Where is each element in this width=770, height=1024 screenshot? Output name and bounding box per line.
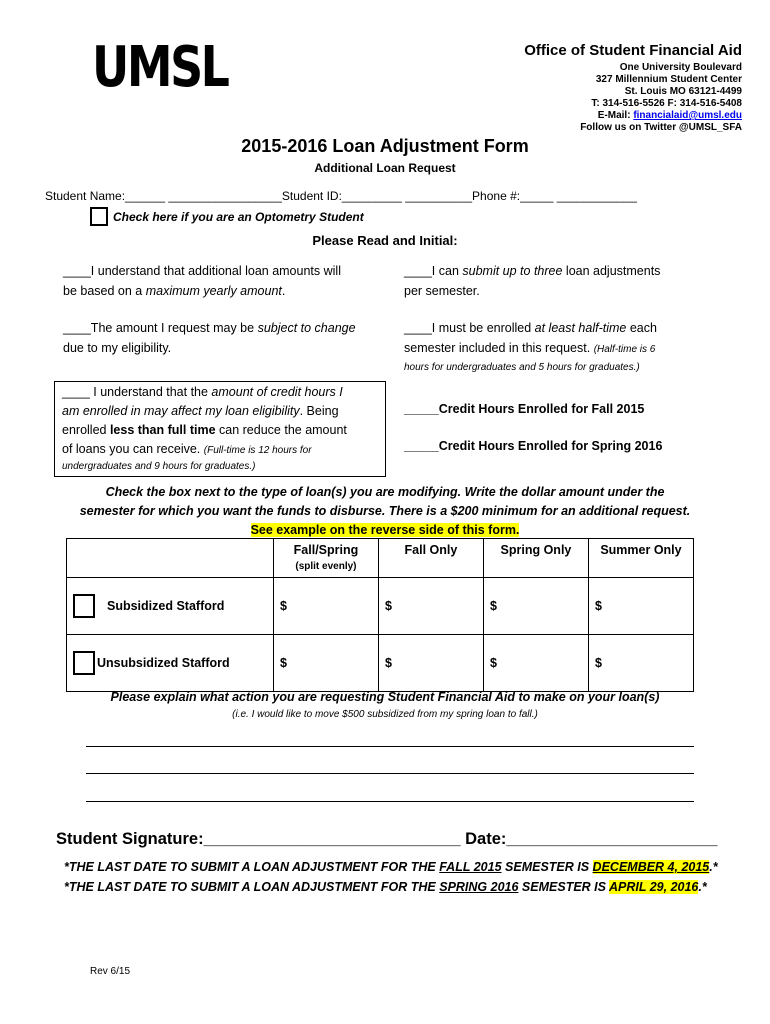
unsubsidized-spring-amount[interactable]: $ (483, 635, 588, 692)
explain-example: (i.e. I would like to move $500 subsidized from my spring loan to fall.) (232, 709, 538, 720)
para2-a: ____I can (404, 264, 463, 278)
initial-subject-to-change (63, 318, 398, 358)
initial-half-time (404, 318, 734, 376)
header-fall-only: Fall Only (378, 539, 483, 578)
unsubsidized-fall-amount[interactable]: $ (378, 635, 483, 692)
box-j: undergraduates and 9 hours for graduates.) (62, 461, 256, 472)
box-a: ____ I understand that the (62, 385, 212, 399)
deadline-fall-e: .* (709, 860, 718, 874)
email-link[interactable]: financialaid@umsl.edu (633, 110, 742, 121)
para2-d: per semester. (404, 284, 480, 298)
explain-line-2[interactable] (86, 773, 694, 774)
instructions-line-2: semester for which you want the funds to disburse. There is a $200 minimum for an additional request. (79, 504, 691, 518)
table-header-row (67, 539, 694, 578)
please-read-heading: Please Read and Initial: (312, 233, 458, 248)
phone-fax: T: 314-516-5526 F: 314-516-5408 (591, 98, 742, 109)
deadline-fall (64, 860, 718, 874)
subsidized-fall-spring-amount[interactable]: $ (273, 578, 378, 635)
deadline-spring-e: .* (698, 880, 707, 894)
form-title: 2015-2016 Loan Adjustment Form (241, 136, 529, 156)
optometry-row (90, 207, 364, 226)
initial-max-yearly (63, 261, 393, 301)
para3-c: due to my eligibility. (63, 341, 172, 355)
header-fall-spring-label: Fall/Spring (293, 543, 359, 557)
para1-c: maximum yearly amount (145, 284, 282, 298)
unsubsidized-label: Unsubsidized Stafford (97, 656, 230, 670)
box-c: am enrolled in may affect my loan eligibility (62, 404, 300, 418)
subsidized-summer-amount[interactable]: $ (588, 578, 693, 635)
deadline-fall-a: *THE LAST DATE TO SUBMIT A LOAN ADJUSTMENT FOR THE (64, 860, 440, 874)
box-i: (Full-time is 12 hours for (203, 445, 312, 456)
address-line-3: St. Louis MO 63121-4499 (624, 86, 742, 97)
address-line-1: One University Boulevard (619, 62, 742, 73)
credit-hours-spring[interactable]: _____Credit Hours Enrolled for Spring 2016 (404, 439, 663, 453)
header-split-evenly: (split evenly) (295, 561, 357, 572)
para2-c: loan adjustments (562, 264, 661, 278)
optometry-label: Check here if you are an Optometry Student (113, 209, 364, 224)
box-h: of loans you can receive. (62, 442, 204, 456)
subsidized-fall-amount[interactable]: $ (378, 578, 483, 635)
office-name: Office of Student Financial Aid (524, 42, 742, 59)
box-b: amount of credit hours I (211, 385, 343, 399)
table-row (67, 635, 694, 692)
see-example-note: See example on the reverse side of this form. (250, 523, 520, 537)
header-spring-only: Spring Only (483, 539, 588, 578)
deadline-fall-date: DECEMBER 4, 2015 (592, 860, 710, 874)
subsidized-label: Subsidized Stafford (107, 599, 225, 613)
header-empty-cell (67, 539, 274, 578)
explain-line-1[interactable] (86, 746, 694, 747)
initial-three-adjustments (404, 261, 724, 301)
credit-hours-fall[interactable]: _____Credit Hours Enrolled for Fall 2015 (404, 402, 645, 416)
deadline-fall-term: FALL 2015 (439, 860, 502, 874)
subsidized-spring-amount[interactable]: $ (483, 578, 588, 635)
deadline-spring-c: SEMESTER IS (518, 880, 609, 894)
para4-b: at least half-time (534, 321, 627, 335)
box-d: . Being (299, 404, 339, 418)
signature-date-line[interactable]: Student Signature:____________________________ Date:_______________________ (56, 830, 718, 848)
unsubsidized-fall-spring-amount[interactable]: $ (273, 635, 378, 692)
para4-a: ____I must be enrolled (404, 321, 535, 335)
address-line-2: 327 Millennium Student Center (595, 74, 742, 85)
para1-b: be based on a (63, 284, 146, 298)
office-contact-block (524, 42, 742, 134)
instructions-line-1: Check the box next to the type of loan(s) you are modifying. Write the dollar amount under the (105, 485, 665, 499)
deadline-spring (64, 880, 707, 894)
para4-f: hours for undergraduates and 5 hours for graduates.) (404, 362, 640, 373)
optometry-checkbox[interactable] (90, 207, 108, 226)
box-g: can reduce the amount (215, 423, 347, 437)
form-subtitle: Additional Loan Request (314, 161, 456, 175)
deadline-spring-term: SPRING 2016 (439, 880, 519, 894)
table-row (67, 578, 694, 635)
deadline-spring-date: APRIL 29, 2016 (608, 880, 699, 894)
deadline-fall-c: SEMESTER IS (501, 860, 593, 874)
explain-prompt: Please explain what action you are requesting Student Financial Aid to make on your loan(s) (110, 690, 660, 704)
subsidized-checkbox[interactable] (73, 594, 95, 618)
box-e: enrolled (62, 423, 110, 437)
student-info-line[interactable]: Student Name:______ _________________Student ID:_________ __________Phone #:_____ ____________ (45, 189, 637, 203)
initial-credit-hours (62, 383, 384, 474)
umsl-logo: UMSL (92, 35, 228, 100)
header-summer-only: Summer Only (588, 539, 693, 578)
explain-line-3[interactable] (86, 801, 694, 802)
email-label: E-Mail: (597, 110, 634, 121)
row-label-subsidized (67, 578, 274, 635)
para4-c: each (626, 321, 657, 335)
para1-d: . (281, 284, 286, 298)
header-fall-spring (273, 539, 378, 578)
row-label-unsubsidized (67, 635, 274, 692)
para3-b: subject to change (257, 321, 356, 335)
email-line (524, 110, 742, 122)
para4-e: (Half-time is 6 (593, 344, 656, 355)
para1-a: ____I understand that additional loan amounts will (63, 264, 341, 278)
para3-a: ____The amount I request may be (63, 321, 258, 335)
unsubsidized-checkbox[interactable] (73, 651, 95, 675)
twitter-line: Follow us on Twitter @UMSL_SFA (580, 122, 742, 133)
loan-table (66, 538, 694, 692)
para4-d: semester included in this request. (404, 341, 594, 355)
deadline-spring-a: *THE LAST DATE TO SUBMIT A LOAN ADJUSTMENT FOR THE (64, 880, 440, 894)
unsubsidized-summer-amount[interactable]: $ (588, 635, 693, 692)
box-f: less than full time (109, 423, 216, 437)
loan-instructions (0, 483, 770, 540)
revision-date: Rev 6/15 (90, 966, 131, 977)
para2-b: submit up to three (462, 264, 563, 278)
